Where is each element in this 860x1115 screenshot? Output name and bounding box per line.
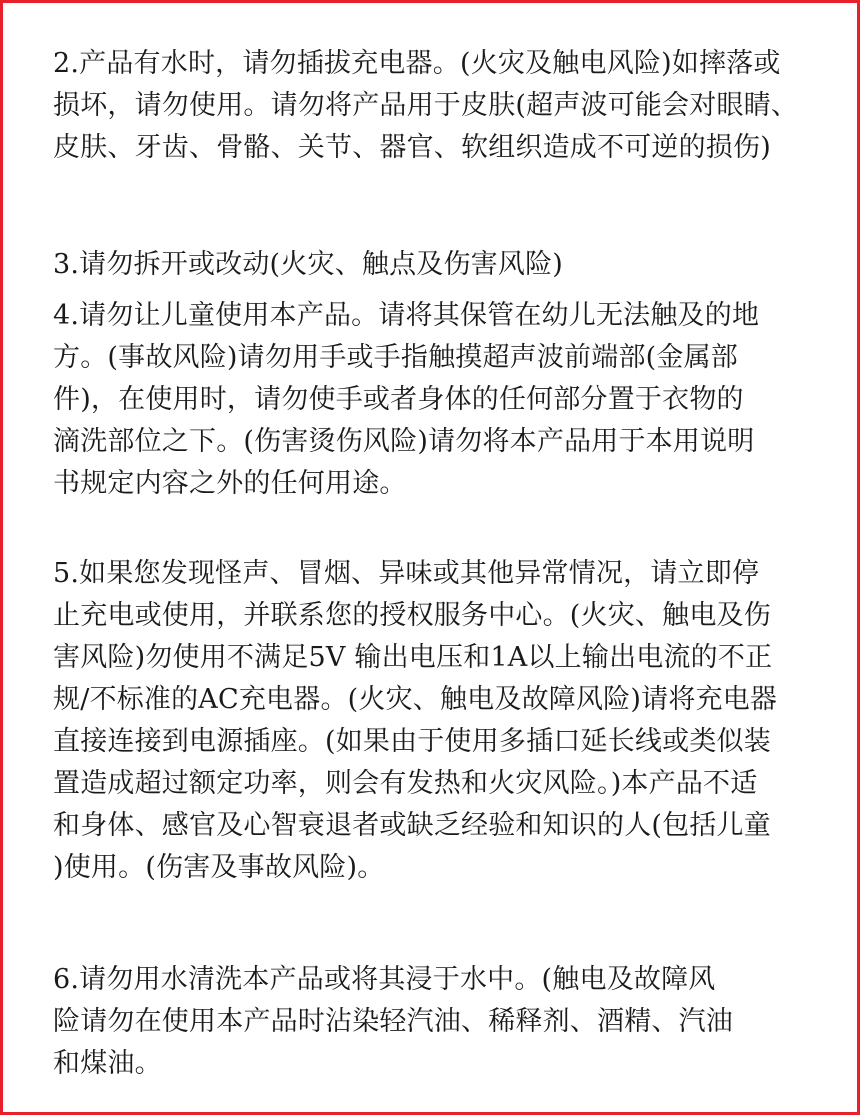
text-line: 置造成超过额定功率，则会有发热和火灾风险。)本产品不适 — [53, 768, 758, 799]
text-line: 止充电或使用，并联系您的授权服务中心。(火灾、触电及伤 — [53, 600, 771, 631]
text-line: 损坏，请勿使用。请勿将产品用于皮肤(超声波可能会对眼睛、 — [53, 90, 799, 121]
text-line: 皮肤、牙齿、骨骼、关节、器官、软组织造成不可逆的损伤) — [53, 132, 771, 163]
safety-item-6 — [53, 959, 837, 1085]
safety-item-5 — [53, 553, 837, 889]
text-line: 3.请勿拆开或改动(火灾、触点及伤害风险) — [53, 249, 564, 280]
text-line: 和身体、感官及心智衰退者或缺乏经验和知识的人(包括儿童 — [53, 810, 771, 841]
text-line: 件)，在使用时，请勿使手或者身体的任何部分置于衣物的 — [53, 384, 744, 415]
text-line: )使用。(伤害及事故风险)。 — [53, 852, 385, 883]
text-line: 5.如果您发现怪声、冒烟、异味或其他异常情况，请立即停 — [53, 558, 760, 589]
text-line: 6.请勿用水清洗本产品或将其浸于水中。(触电及故障风 — [53, 964, 716, 995]
text-line: 2.产品有水时，请勿插拔充电器。(火灾及触电风险)如摔落或 — [53, 48, 781, 79]
text-line: 和煤油。 — [53, 1048, 162, 1079]
text-line: 险请勿在使用本产品时沾染轻汽油、稀释剂、酒精、汽油 — [53, 1006, 733, 1037]
safety-item-3 — [53, 244, 837, 286]
text-line: 4.请勿让儿童使用本产品。请将其保管在幼儿无法触及的地 — [53, 300, 760, 331]
text-line: 规/不标准的AC充电器。(火灾、触电及故障风险)请将充电器 — [53, 684, 778, 715]
text-line: 书规定内容之外的任何用途。 — [53, 468, 407, 499]
text-line: 害风险)勿使用不满足5V 输出电压和1A以上输出电流的不正 — [53, 642, 773, 673]
safety-item-2 — [53, 43, 837, 169]
text-line: 方。(事故风险)请勿用手或手指触摸超声波前端部(金属部 — [53, 342, 738, 373]
safety-item-4 — [53, 295, 837, 505]
text-line: 滴洗部位之下。(伤害烫伤风险)请勿将本产品用于本用说明 — [53, 426, 755, 457]
text-line: 直接连接到电源插座。(如果由于使用多插口延长线或类似装 — [53, 726, 771, 757]
